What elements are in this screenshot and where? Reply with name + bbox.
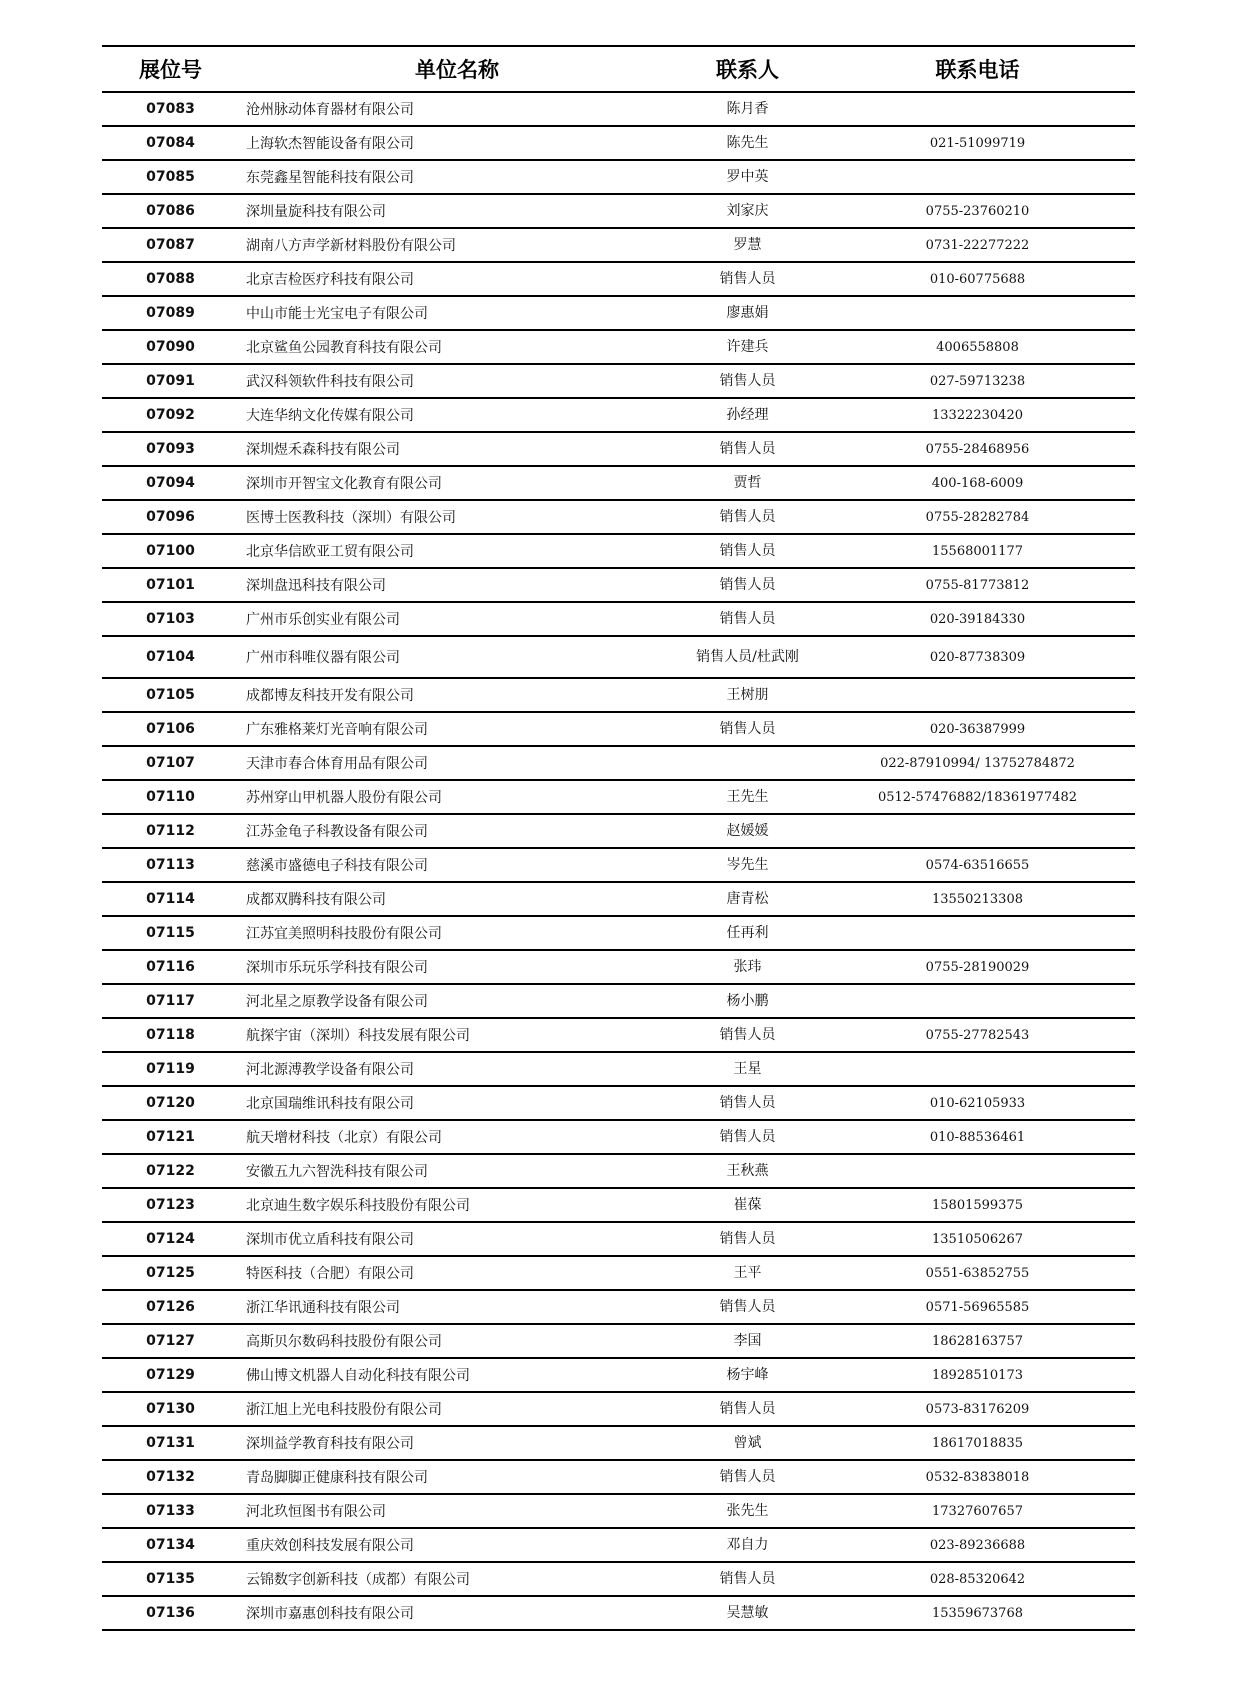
contact-person-cell: 赵媛媛 [675, 814, 820, 848]
table-row [102, 1392, 1135, 1426]
company-name-cell: 成都双腾科技有限公司 [239, 882, 675, 916]
contact-person-cell: 邓自力 [675, 1528, 820, 1562]
booth-number-cell: 07131 [102, 1426, 239, 1460]
company-name-cell: 深圳市乐玩乐学科技有限公司 [239, 950, 675, 984]
booth-number-cell: 07133 [102, 1494, 239, 1528]
contact-person-cell: 销售人员 [675, 262, 820, 296]
company-name-cell: 江苏宜美照明科技股份有限公司 [239, 916, 675, 950]
contact-person-cell: 李国 [675, 1324, 820, 1358]
booth-number-cell: 07119 [102, 1052, 239, 1086]
table-row [102, 432, 1135, 466]
table-row [102, 848, 1135, 882]
contact-phone-cell: 020-39184330 [820, 602, 1135, 636]
contact-phone-cell: 021-51099719 [820, 126, 1135, 160]
company-name-cell: 武汉科领软件科技有限公司 [239, 364, 675, 398]
booth-number-cell: 07136 [102, 1596, 239, 1630]
booth-number-cell: 07120 [102, 1086, 239, 1120]
company-name-cell: 中山市能士光宝电子有限公司 [239, 296, 675, 330]
table-row [102, 814, 1135, 848]
exhibitor-table-page [102, 45, 1135, 1631]
company-name-cell: 浙江旭上光电科技股份有限公司 [239, 1392, 675, 1426]
company-name-cell: 北京国瑞维讯科技有限公司 [239, 1086, 675, 1120]
table-row [102, 1426, 1135, 1460]
contact-person-cell: 吴慧敏 [675, 1596, 820, 1630]
booth-number-cell: 07083 [102, 92, 239, 126]
company-name-cell: 北京华信欧亚工贸有限公司 [239, 534, 675, 568]
table-row [102, 1460, 1135, 1494]
table-row [102, 1154, 1135, 1188]
company-name-cell: 慈溪市盛德电子科技有限公司 [239, 848, 675, 882]
booth-number-cell: 07130 [102, 1392, 239, 1426]
booth-number-cell: 07101 [102, 568, 239, 602]
company-name-cell: 河北源溥教学设备有限公司 [239, 1052, 675, 1086]
company-name-cell: 航探宇宙（深圳）科技发展有限公司 [239, 1018, 675, 1052]
booth-number-cell: 07092 [102, 398, 239, 432]
booth-number-cell: 07100 [102, 534, 239, 568]
contact-phone-cell: 18628163757 [820, 1324, 1135, 1358]
contact-person-cell: 销售人员 [675, 432, 820, 466]
contact-phone-cell [820, 1154, 1135, 1188]
header-booth-number: 展位号 [102, 46, 239, 92]
table-row [102, 296, 1135, 330]
company-name-cell: 成都博友科技开发有限公司 [239, 678, 675, 712]
contact-phone-cell: 0571-56965585 [820, 1290, 1135, 1324]
company-name-cell: 广州市乐创实业有限公司 [239, 602, 675, 636]
booth-number-cell: 07123 [102, 1188, 239, 1222]
booth-number-cell: 07134 [102, 1528, 239, 1562]
header-contact-person: 联系人 [675, 46, 820, 92]
table-row [102, 746, 1135, 780]
contact-person-cell: 陈先生 [675, 126, 820, 160]
contact-person-cell: 销售人员 [675, 1460, 820, 1494]
contact-person-cell: 销售人员 [675, 1018, 820, 1052]
contact-phone-cell: 028-85320642 [820, 1562, 1135, 1596]
contact-person-cell [675, 746, 820, 780]
booth-number-cell: 07117 [102, 984, 239, 1018]
table-row [102, 398, 1135, 432]
table-row [102, 262, 1135, 296]
table-row [102, 950, 1135, 984]
company-name-cell: 高斯贝尔数码科技股份有限公司 [239, 1324, 675, 1358]
booth-number-cell: 07087 [102, 228, 239, 262]
contact-person-cell: 销售人员 [675, 364, 820, 398]
contact-phone-cell [820, 296, 1135, 330]
contact-phone-cell: 15359673768 [820, 1596, 1135, 1630]
company-name-cell: 苏州穿山甲机器人股份有限公司 [239, 780, 675, 814]
booth-number-cell: 07107 [102, 746, 239, 780]
table-row [102, 1324, 1135, 1358]
contact-person-cell: 孙经理 [675, 398, 820, 432]
table-row [102, 1018, 1135, 1052]
booth-number-cell: 07089 [102, 296, 239, 330]
contact-phone-cell: 0755-81773812 [820, 568, 1135, 602]
table-row [102, 568, 1135, 602]
exhibitor-table [102, 45, 1135, 1631]
company-name-cell: 河北星之原教学设备有限公司 [239, 984, 675, 1018]
table-row [102, 1120, 1135, 1154]
table-row [102, 1358, 1135, 1392]
contact-phone-cell: 15801599375 [820, 1188, 1135, 1222]
contact-phone-cell: 0512-57476882/18361977482 [820, 780, 1135, 814]
contact-person-cell: 陈月香 [675, 92, 820, 126]
booth-number-cell: 07105 [102, 678, 239, 712]
header-company-name: 单位名称 [239, 46, 675, 92]
contact-phone-cell [820, 92, 1135, 126]
table-row [102, 126, 1135, 160]
contact-person-cell: 曾斌 [675, 1426, 820, 1460]
contact-phone-cell: 022-87910994/ 13752784872 [820, 746, 1135, 780]
contact-person-cell: 销售人员 [675, 1392, 820, 1426]
contact-person-cell: 销售人员 [675, 602, 820, 636]
company-name-cell: 河北玖恒图书有限公司 [239, 1494, 675, 1528]
contact-phone-cell: 0755-23760210 [820, 194, 1135, 228]
booth-number-cell: 07125 [102, 1256, 239, 1290]
booth-number-cell: 07132 [102, 1460, 239, 1494]
contact-person-cell: 销售人员 [675, 500, 820, 534]
table-row [102, 1528, 1135, 1562]
contact-person-cell: 王星 [675, 1052, 820, 1086]
company-name-cell: 青岛脚脚正健康科技有限公司 [239, 1460, 675, 1494]
table-row [102, 1222, 1135, 1256]
contact-phone-cell: 15568001177 [820, 534, 1135, 568]
contact-person-cell: 岑先生 [675, 848, 820, 882]
table-row [102, 1494, 1135, 1528]
contact-phone-cell [820, 678, 1135, 712]
company-name-cell: 特医科技（合肥）有限公司 [239, 1256, 675, 1290]
table-row [102, 780, 1135, 814]
company-name-cell: 深圳盘迅科技有限公司 [239, 568, 675, 602]
contact-phone-cell: 0551-63852755 [820, 1256, 1135, 1290]
contact-phone-cell: 010-60775688 [820, 262, 1135, 296]
table-row [102, 1290, 1135, 1324]
booth-number-cell: 07104 [102, 636, 239, 678]
booth-number-cell: 07110 [102, 780, 239, 814]
company-name-cell: 深圳量旋科技有限公司 [239, 194, 675, 228]
table-row [102, 1596, 1135, 1630]
header-contact-phone: 联系电话 [820, 46, 1135, 92]
company-name-cell: 佛山博文机器人自动化科技有限公司 [239, 1358, 675, 1392]
company-name-cell: 北京鲨鱼公园教育科技有限公司 [239, 330, 675, 364]
contact-person-cell: 罗中英 [675, 160, 820, 194]
contact-phone-cell [820, 916, 1135, 950]
company-name-cell: 上海软杰智能设备有限公司 [239, 126, 675, 160]
company-name-cell: 沧州脉动体育器材有限公司 [239, 92, 675, 126]
company-name-cell: 湖南八方声学新材料股份有限公司 [239, 228, 675, 262]
contact-phone-cell: 13510506267 [820, 1222, 1135, 1256]
contact-person-cell: 销售人员 [675, 568, 820, 602]
contact-person-cell: 罗慧 [675, 228, 820, 262]
company-name-cell: 航天增材科技（北京）有限公司 [239, 1120, 675, 1154]
company-name-cell: 大连华纳文化传媒有限公司 [239, 398, 675, 432]
booth-number-cell: 07129 [102, 1358, 239, 1392]
contact-phone-cell: 17327607657 [820, 1494, 1135, 1528]
contact-person-cell: 王平 [675, 1256, 820, 1290]
contact-person-cell: 任再利 [675, 916, 820, 950]
booth-number-cell: 07088 [102, 262, 239, 296]
contact-phone-cell: 0574-63516655 [820, 848, 1135, 882]
contact-person-cell: 王秋燕 [675, 1154, 820, 1188]
company-name-cell: 天津市春合体育用品有限公司 [239, 746, 675, 780]
booth-number-cell: 07115 [102, 916, 239, 950]
contact-phone-cell: 0532-83838018 [820, 1460, 1135, 1494]
company-name-cell: 广东雅格莱灯光音响有限公司 [239, 712, 675, 746]
contact-phone-cell: 0573-83176209 [820, 1392, 1135, 1426]
table-row [102, 534, 1135, 568]
table-row [102, 466, 1135, 500]
table-row [102, 1188, 1135, 1222]
table-row [102, 678, 1135, 712]
contact-person-cell: 廖惠娟 [675, 296, 820, 330]
booth-number-cell: 07114 [102, 882, 239, 916]
contact-phone-cell: 020-36387999 [820, 712, 1135, 746]
contact-phone-cell: 400-168-6009 [820, 466, 1135, 500]
table-row [102, 984, 1135, 1018]
booth-number-cell: 07135 [102, 1562, 239, 1596]
contact-phone-cell: 18928510173 [820, 1358, 1135, 1392]
table-row [102, 1052, 1135, 1086]
company-name-cell: 深圳市嘉惠创科技有限公司 [239, 1596, 675, 1630]
table-row [102, 92, 1135, 126]
contact-person-cell: 销售人员 [675, 712, 820, 746]
company-name-cell: 深圳市优立盾科技有限公司 [239, 1222, 675, 1256]
contact-phone-cell [820, 814, 1135, 848]
contact-person-cell: 张先生 [675, 1494, 820, 1528]
contact-phone-cell: 027-59713238 [820, 364, 1135, 398]
booth-number-cell: 07126 [102, 1290, 239, 1324]
contact-person-cell: 许建兵 [675, 330, 820, 364]
contact-person-cell: 唐青松 [675, 882, 820, 916]
contact-phone-cell: 0755-28468956 [820, 432, 1135, 466]
table-row [102, 160, 1135, 194]
contact-person-cell: 王树朋 [675, 678, 820, 712]
booth-number-cell: 07093 [102, 432, 239, 466]
contact-person-cell: 崔葆 [675, 1188, 820, 1222]
table-row [102, 636, 1135, 678]
table-row [102, 1086, 1135, 1120]
table-row [102, 1256, 1135, 1290]
table-row [102, 602, 1135, 636]
booth-number-cell: 07112 [102, 814, 239, 848]
contact-person-cell: 销售人员 [675, 1120, 820, 1154]
booth-number-cell: 07118 [102, 1018, 239, 1052]
contact-person-cell: 张玮 [675, 950, 820, 984]
company-name-cell: 安徽五九六智洗科技有限公司 [239, 1154, 675, 1188]
contact-phone-cell: 18617018835 [820, 1426, 1135, 1460]
booth-number-cell: 07106 [102, 712, 239, 746]
table-row [102, 500, 1135, 534]
company-name-cell: 云锦数字创新科技（成都）有限公司 [239, 1562, 675, 1596]
contact-person-cell: 杨宇峰 [675, 1358, 820, 1392]
booth-number-cell: 07116 [102, 950, 239, 984]
contact-person-cell: 刘家庆 [675, 194, 820, 228]
contact-phone-cell: 023-89236688 [820, 1528, 1135, 1562]
table-row [102, 228, 1135, 262]
company-name-cell: 深圳煜禾森科技有限公司 [239, 432, 675, 466]
company-name-cell: 江苏金龟子科教设备有限公司 [239, 814, 675, 848]
company-name-cell: 深圳益学教育科技有限公司 [239, 1426, 675, 1460]
booth-number-cell: 07122 [102, 1154, 239, 1188]
contact-phone-cell: 020-87738309 [820, 636, 1135, 678]
contact-phone-cell [820, 984, 1135, 1018]
contact-phone-cell: 0731-22277222 [820, 228, 1135, 262]
booth-number-cell: 07094 [102, 466, 239, 500]
table-row [102, 330, 1135, 364]
company-name-cell: 浙江华讯通科技有限公司 [239, 1290, 675, 1324]
contact-person-cell: 杨小鹏 [675, 984, 820, 1018]
company-name-cell: 广州市科唯仪器有限公司 [239, 636, 675, 678]
contact-phone-cell: 4006558808 [820, 330, 1135, 364]
contact-phone-cell [820, 160, 1135, 194]
contact-phone-cell: 0755-27782543 [820, 1018, 1135, 1052]
table-row [102, 712, 1135, 746]
table-row [102, 882, 1135, 916]
company-name-cell: 北京迪生数字娱乐科技股份有限公司 [239, 1188, 675, 1222]
booth-number-cell: 07103 [102, 602, 239, 636]
contact-person-cell: 王先生 [675, 780, 820, 814]
contact-person-cell: 销售人员 [675, 1562, 820, 1596]
contact-phone-cell: 13322230420 [820, 398, 1135, 432]
contact-phone-cell: 0755-28282784 [820, 500, 1135, 534]
booth-number-cell: 07085 [102, 160, 239, 194]
booth-number-cell: 07124 [102, 1222, 239, 1256]
contact-person-cell: 销售人员 [675, 1086, 820, 1120]
company-name-cell: 东莞鑫星智能科技有限公司 [239, 160, 675, 194]
table-row [102, 194, 1135, 228]
table-row [102, 364, 1135, 398]
booth-number-cell: 07121 [102, 1120, 239, 1154]
contact-person-cell: 贾哲 [675, 466, 820, 500]
contact-person-cell: 销售人员/杜武刚 [675, 636, 820, 678]
company-name-cell: 深圳市开智宝文化教育有限公司 [239, 466, 675, 500]
contact-person-cell: 销售人员 [675, 1222, 820, 1256]
contact-phone-cell: 0755-28190029 [820, 950, 1135, 984]
contact-phone-cell: 13550213308 [820, 882, 1135, 916]
contact-phone-cell [820, 1052, 1135, 1086]
contact-person-cell: 销售人员 [675, 1290, 820, 1324]
contact-phone-cell: 010-88536461 [820, 1120, 1135, 1154]
table-header-row [102, 46, 1135, 92]
booth-number-cell: 07091 [102, 364, 239, 398]
contact-person-cell: 销售人员 [675, 534, 820, 568]
booth-number-cell: 07113 [102, 848, 239, 882]
table-row [102, 1562, 1135, 1596]
company-name-cell: 医博士医教科技（深圳）有限公司 [239, 500, 675, 534]
booth-number-cell: 07096 [102, 500, 239, 534]
table-body [102, 92, 1135, 1630]
table-row [102, 916, 1135, 950]
booth-number-cell: 07086 [102, 194, 239, 228]
booth-number-cell: 07090 [102, 330, 239, 364]
booth-number-cell: 07084 [102, 126, 239, 160]
company-name-cell: 重庆效创科技发展有限公司 [239, 1528, 675, 1562]
contact-phone-cell: 010-62105933 [820, 1086, 1135, 1120]
booth-number-cell: 07127 [102, 1324, 239, 1358]
company-name-cell: 北京吉检医疗科技有限公司 [239, 262, 675, 296]
